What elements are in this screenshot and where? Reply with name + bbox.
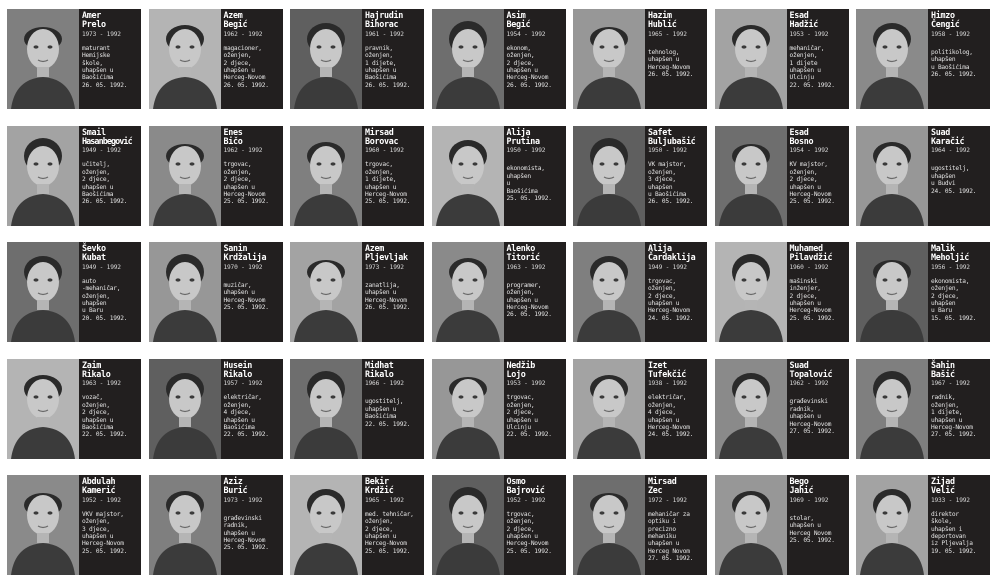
portrait-silhouette-icon <box>149 9 221 109</box>
last-name: Kamerić <box>82 485 116 496</box>
portrait-photo <box>856 475 928 575</box>
last-name: Pilavdžić <box>789 252 833 263</box>
person-card <box>715 359 849 459</box>
portrait-silhouette-icon <box>573 126 645 226</box>
portrait-photo <box>715 242 787 342</box>
life-years: 1973 - 1992 <box>223 496 263 504</box>
life-years: 1938 - 1992 <box>648 380 687 388</box>
person-card <box>573 242 707 342</box>
life-years: 1933 - 1992 <box>931 496 970 504</box>
portrait-photo <box>715 126 787 226</box>
person-card <box>7 359 141 459</box>
biography: stolar, uhapšen u Herceg Novom 25. 05. 1992. <box>789 514 835 545</box>
portrait-photo <box>149 242 221 342</box>
bio-panel <box>787 242 849 342</box>
portrait-photo <box>573 475 645 575</box>
person-card <box>149 475 283 575</box>
life-years: 1960 - 1992 <box>365 147 404 155</box>
portrait-photo <box>290 242 362 342</box>
first-name: Bego <box>789 476 809 486</box>
life-years: 1950 - 1992 <box>648 147 687 155</box>
person-card <box>856 475 990 575</box>
portrait-photo <box>856 359 928 459</box>
biography: maturant Hemijske škole, uhapšen u Baošićima 26. 05. 1992. <box>82 44 128 89</box>
life-years: 1960 - 1992 <box>789 263 829 271</box>
portrait-silhouette-icon <box>432 242 504 342</box>
first-name: Muhamed <box>789 243 823 253</box>
biography: trgovac, oženjen, 2 djece, uhapšen u Herceg-Novom 25. 05. 1992. <box>223 161 269 206</box>
person-card <box>573 359 707 459</box>
person-card <box>149 126 283 226</box>
life-years: 1949 - 1992 <box>648 263 687 271</box>
last-name: Prutina <box>506 135 540 146</box>
life-years: 1965 - 1992 <box>648 30 687 38</box>
first-name: Alija <box>648 243 672 253</box>
person-card <box>290 359 424 459</box>
first-name: Esad <box>789 126 809 137</box>
bio-panel <box>504 126 566 226</box>
portrait-silhouette-icon <box>715 242 787 342</box>
bio-panel <box>645 126 707 226</box>
biography: mehaničar, oženjen, 1 dijete uhapšen u Ulcinju 22. 05. 1992. <box>789 44 835 89</box>
biography: pravnik, oženjen, 1 dijete, uhapšen u Baošićima 26. 05. 1992. <box>365 44 411 89</box>
portrait-photo <box>290 359 362 459</box>
last-name: Bihorac <box>365 19 399 30</box>
portrait-silhouette-icon <box>149 126 221 226</box>
life-years: 1973 - 1992 <box>365 263 404 271</box>
bio-panel <box>221 126 283 226</box>
portrait-photo <box>856 126 928 226</box>
portrait-photo <box>432 475 504 575</box>
first-name: Ševko <box>82 243 106 253</box>
portrait-photo <box>573 242 645 342</box>
biography: ekonomista, uhapšen u Baošićima 25. 05. 1992. <box>506 165 552 202</box>
last-name: Titorić <box>506 252 540 263</box>
portrait-silhouette-icon <box>573 9 645 109</box>
bio-panel <box>504 242 566 342</box>
portrait-photo <box>715 359 787 459</box>
life-years: 1953 - 1992 <box>789 30 829 38</box>
life-years: 1952 - 1992 <box>82 496 121 504</box>
portrait-silhouette-icon <box>149 359 221 459</box>
portrait-silhouette-icon <box>573 475 645 575</box>
life-years: 1958 - 1992 <box>931 30 970 38</box>
portrait-photo <box>432 126 504 226</box>
biography: zanatlija, uhapšen u Herceg-Novom 26. 05. 1992. <box>365 281 411 312</box>
last-name: Čardaklija <box>648 252 696 263</box>
person-card <box>573 475 707 575</box>
person-card <box>856 126 990 226</box>
bio-panel <box>787 359 849 459</box>
bio-panel <box>645 359 707 459</box>
last-name: Krdžić <box>365 485 394 496</box>
first-name: Esad <box>789 10 809 20</box>
first-name: Asim <box>506 10 526 20</box>
first-name: Azem <box>223 10 243 20</box>
last-name: Bašić <box>931 368 955 379</box>
person-card <box>856 359 990 459</box>
last-name: Rikalo <box>82 368 111 379</box>
life-years: 1964 - 1992 <box>931 147 970 155</box>
portrait-silhouette-icon <box>290 475 362 575</box>
first-name: Suad <box>789 359 809 370</box>
bio-panel <box>79 242 141 342</box>
portrait-silhouette-icon <box>7 242 79 342</box>
last-name: Borovac <box>365 135 399 146</box>
bio-panel <box>362 242 424 342</box>
life-years: 1962 - 1992 <box>223 147 263 155</box>
portrait-silhouette-icon <box>432 9 504 109</box>
portrait-silhouette-icon <box>432 126 504 226</box>
portrait-silhouette-icon <box>715 475 787 575</box>
person-card <box>715 9 849 109</box>
person-card <box>432 359 566 459</box>
last-name: Bičo <box>223 135 243 146</box>
biography: trgovac, oženjen, 2 djece, uhapšen u Ulcinju 22. 05. 1992. <box>506 394 552 439</box>
portrait-photo <box>432 359 504 459</box>
portrait-silhouette-icon <box>856 359 928 459</box>
life-years: 1965 - 1992 <box>365 496 404 504</box>
person-card <box>715 242 849 342</box>
first-name: Amer <box>82 10 101 20</box>
life-years: 1952 - 1992 <box>506 496 546 504</box>
biography: ekonom, oženjen, 2 djece, uhapšen u Herceg-Novom 26. 05. 1992. <box>506 44 552 89</box>
biography: VK majstor, oženjen, 3 djece, uhapšen u Baošićima 26. 05. 1992. <box>648 161 694 206</box>
bio-panel <box>928 242 990 342</box>
person-card <box>290 475 424 575</box>
last-name: Burić <box>223 485 248 496</box>
bio-panel <box>787 126 849 226</box>
first-name: Alija <box>506 126 531 137</box>
biography: radnik, oženjen, 1 dijete, uhapšen u Herceg-Novom 27. 05. 1992. <box>931 394 977 439</box>
person-card <box>856 9 990 109</box>
life-years: 1949 - 1992 <box>82 263 121 271</box>
biography: električar, oženjen, 4 djece, uhapšen u Herceg-Novom 24. 05. 1992. <box>648 394 694 439</box>
portrait-photo <box>856 242 928 342</box>
bio-panel <box>79 9 141 109</box>
first-name: Mirsad <box>365 126 394 137</box>
first-name: Šahin <box>931 359 955 370</box>
last-name: Zec <box>648 485 663 496</box>
portrait-silhouette-icon <box>290 9 362 109</box>
life-years: 1954 - 1992 <box>789 147 829 155</box>
portrait-silhouette-icon <box>290 126 362 226</box>
biography: KV majstor, oženjen, 2 djece, uhapšen u Herceg-Novom 25. 05. 1992. <box>789 161 835 206</box>
last-name: Rikalo <box>223 368 252 379</box>
portrait-silhouette-icon <box>7 359 79 459</box>
portrait-silhouette-icon <box>573 359 645 459</box>
last-name: Tufekčić <box>648 368 686 379</box>
biography: mašinski inženjer, 2 djece, uhapšen u Herceg-Novom 25. 05. 1992. <box>789 277 835 322</box>
portrait-photo <box>290 9 362 109</box>
portrait-photo <box>7 359 79 459</box>
biography: magacioner, oženjen, 2 djece, uhapšen u Herceg-Novom 26. 05. 1992. <box>223 44 269 89</box>
bio-panel <box>79 475 141 575</box>
biography: učitelj, oženjen, 2 djece, uhapšen u Baošićima 26. 05. 1992. <box>82 161 128 206</box>
person-card <box>715 126 849 226</box>
portrait-photo <box>573 359 645 459</box>
first-name: Safet <box>648 126 672 137</box>
last-name: Rikalo <box>365 368 394 379</box>
person-card <box>149 359 283 459</box>
life-years: 1956 - 1992 <box>931 263 970 271</box>
first-name: Husein <box>223 359 252 370</box>
portrait-photo <box>149 475 221 575</box>
last-name: Topalović <box>789 368 833 379</box>
last-name: Begić <box>506 19 531 30</box>
person-card <box>432 242 566 342</box>
biography: trgovac, oženjen, 2 djece, uhapšen u Herceg-Novom 24. 05. 1992. <box>648 277 694 322</box>
portrait-photo <box>7 9 79 109</box>
biography: VKV majstor, oženjen, 3 djece, uhapšen u Herceg-Novom 25. 05. 1992. <box>82 510 128 555</box>
first-name: Malik <box>931 243 955 253</box>
last-name: Buljubašić <box>648 135 696 146</box>
bio-panel <box>504 475 566 575</box>
life-years: 1967 - 1992 <box>931 380 970 388</box>
bio-panel <box>787 475 849 575</box>
first-name: Alenko <box>506 243 535 253</box>
biography: muzičar, uhapšen u Herceg-Novom 25. 05. 1992. <box>223 281 269 312</box>
bio-panel <box>221 242 283 342</box>
last-name: Prelo <box>82 19 106 30</box>
life-years: 1954 - 1992 <box>506 30 546 38</box>
portrait-photo <box>715 9 787 109</box>
person-card <box>7 126 141 226</box>
first-name: Mirsad <box>648 476 677 486</box>
last-name: Karačić <box>931 135 965 146</box>
portrait-photo <box>7 475 79 575</box>
last-name: Lojo <box>506 368 526 379</box>
person-card <box>290 126 424 226</box>
person-card <box>290 242 424 342</box>
life-years: 1949 - 1992 <box>82 147 121 155</box>
person-card <box>432 126 566 226</box>
bio-panel <box>645 475 707 575</box>
person-card <box>573 9 707 109</box>
portrait-silhouette-icon <box>290 242 362 342</box>
portrait-photo <box>290 475 362 575</box>
first-name: Sanin <box>223 243 248 253</box>
life-years: 1963 - 1992 <box>82 380 121 388</box>
person-card <box>7 242 141 342</box>
first-name: Aziz <box>223 476 243 486</box>
last-name: Meholjić <box>931 252 969 263</box>
last-name: Kubat <box>82 252 106 263</box>
portrait-silhouette-icon <box>290 359 362 459</box>
biography: direktor škole, uhapšen i deportovan iz Pljevalja 19. 05. 1992. <box>931 510 977 555</box>
portrait-photo <box>7 126 79 226</box>
bio-panel <box>928 359 990 459</box>
last-name: Velić <box>931 485 955 496</box>
portrait-photo <box>856 9 928 109</box>
portrait-silhouette-icon <box>715 126 787 226</box>
person-card <box>432 9 566 109</box>
bio-panel <box>221 9 283 109</box>
first-name: Midhat <box>365 359 394 370</box>
portrait-photo <box>573 9 645 109</box>
portrait-silhouette-icon <box>856 126 928 226</box>
portrait-photo <box>149 359 221 459</box>
life-years: 1963 - 1992 <box>506 263 546 271</box>
portrait-silhouette-icon <box>573 242 645 342</box>
first-name: Nedžib <box>506 359 535 370</box>
biography: ugostitelj, uhapšen u Budvi 24. 05. 1992. <box>931 165 977 195</box>
portrait-silhouette-icon <box>7 475 79 575</box>
biography: auto -mehaničar, oženjen, uhapšen u Baru 20. 05. 1992. <box>82 277 128 322</box>
bio-panel <box>221 475 283 575</box>
bio-panel <box>928 9 990 109</box>
life-years: 1950 - 1992 <box>506 147 546 155</box>
last-name: Hublić <box>648 19 677 30</box>
bio-panel <box>504 9 566 109</box>
biography: vozač, oženjen, 2 djece, uhapšen u Baošićima 22. 05. 1992. <box>82 394 128 439</box>
biography: trgovac, oženjen, 2 djece, uhapšen u Herceg-Novom 25. 05. 1992. <box>506 510 552 555</box>
bio-panel <box>645 9 707 109</box>
life-years: 1953 - 1992 <box>506 380 546 388</box>
bio-panel <box>221 359 283 459</box>
biography: mehaničar za optiku i precizno mehaniku uhapšen u Herceg Novom 27. 05. 1992. <box>648 510 694 563</box>
last-name: Pljevljak <box>365 252 408 263</box>
last-name: Bajrović <box>506 485 545 496</box>
biography: ugostitelj, uhapšen u Baošićima 22. 05. 1992. <box>365 398 411 428</box>
bio-panel <box>504 359 566 459</box>
biography: građevinski radnik, uhapšen u Herceg-Novom 27. 05. 1992. <box>789 398 835 435</box>
portrait-silhouette-icon <box>856 475 928 575</box>
person-card <box>149 242 283 342</box>
biography: programer, oženjen, uhapšen u Herceg-Novom 26. 05. 1992. <box>506 281 552 319</box>
bio-panel <box>362 359 424 459</box>
portrait-silhouette-icon <box>7 9 79 109</box>
biography: med. tehničar, oženjen, 2 djece, uhapšen u Herceg-Novom 25. 05. 1992. <box>365 510 414 555</box>
portrait-silhouette-icon <box>432 475 504 575</box>
last-name: Bosno <box>789 135 814 146</box>
bio-panel <box>787 9 849 109</box>
biography: politikolog, uhapšen u Baošićima 26. 05. 1992. <box>931 48 977 79</box>
last-name: Begić <box>223 19 248 30</box>
bio-panel <box>79 359 141 459</box>
last-name: Jahić <box>789 485 814 496</box>
person-card <box>7 9 141 109</box>
portrait-photo <box>149 126 221 226</box>
life-years: 1969 - 1992 <box>789 496 829 504</box>
biography: trgovac, oženjen, 1 dijete, uhapšen u Herceg-Novom 25. 05. 1992. <box>365 161 411 206</box>
person-card <box>856 242 990 342</box>
life-years: 1970 - 1992 <box>223 263 263 271</box>
portrait-photo <box>7 242 79 342</box>
biography: električar, oženjen, 4 djece, uhapšen u Baošićima 22. 05. 1992. <box>223 394 269 439</box>
first-name: Zaim <box>82 359 101 370</box>
person-card <box>715 475 849 575</box>
last-name: Čengić <box>931 19 960 30</box>
life-years: 1972 - 1992 <box>648 496 687 504</box>
bio-panel <box>362 9 424 109</box>
first-name: Bekir <box>365 476 389 486</box>
person-card <box>7 475 141 575</box>
portrait-photo <box>573 126 645 226</box>
portrait-photo <box>432 242 504 342</box>
portrait-silhouette-icon <box>715 9 787 109</box>
person-card <box>290 9 424 109</box>
first-name: Hajrudin <box>365 10 403 20</box>
portrait-silhouette-icon <box>856 242 928 342</box>
bio-panel <box>79 126 141 226</box>
portrait-photo <box>290 126 362 226</box>
bio-panel <box>362 475 424 575</box>
first-name: Izet <box>648 359 667 370</box>
bio-panel <box>645 242 707 342</box>
first-name: Enes <box>223 126 243 137</box>
person-card <box>149 9 283 109</box>
life-years: 1957 - 1992 <box>223 380 263 388</box>
first-name: Abdulah <box>82 476 116 486</box>
last-name: Hasanbegović <box>82 135 132 146</box>
bio-panel <box>362 126 424 226</box>
portrait-silhouette-icon <box>7 126 79 226</box>
portrait-silhouette-icon <box>149 242 221 342</box>
first-name: Hazim <box>648 10 672 20</box>
biography: građevinski radnik, uhapšen u Herceg-Novom 25. 05. 1992. <box>223 514 269 552</box>
biography: ekonomista, oženjen, 2 djece, uhapšen u Baru 15. 05. 1992. <box>931 277 977 322</box>
person-card <box>432 475 566 575</box>
first-name: Himzo <box>931 10 955 20</box>
life-years: 1973 - 1992 <box>82 30 121 38</box>
life-years: 1962 - 1992 <box>223 30 263 38</box>
first-name: Azem <box>365 243 384 253</box>
portrait-silhouette-icon <box>715 359 787 459</box>
life-years: 1962 - 1992 <box>789 380 829 388</box>
portrait-silhouette-icon <box>856 9 928 109</box>
bio-panel <box>928 475 990 575</box>
portrait-silhouette-icon <box>432 359 504 459</box>
first-name: Smail <box>82 126 106 137</box>
person-card <box>573 126 707 226</box>
portrait-silhouette-icon <box>149 475 221 575</box>
bio-panel <box>928 126 990 226</box>
first-name: Zijad <box>931 476 955 486</box>
life-years: 1966 - 1992 <box>365 380 404 388</box>
portrait-photo <box>715 475 787 575</box>
portrait-photo <box>149 9 221 109</box>
life-years: 1961 - 1992 <box>365 30 404 38</box>
portrait-photo <box>432 9 504 109</box>
first-name: Suad <box>931 126 950 137</box>
biography: tehnolog, uhapšen u Herceg-Novom 26. 05. 1992. <box>648 48 694 79</box>
last-name: Krdžalija <box>223 252 267 263</box>
first-name: Osmo <box>506 476 526 486</box>
last-name: Hadžić <box>789 19 818 30</box>
